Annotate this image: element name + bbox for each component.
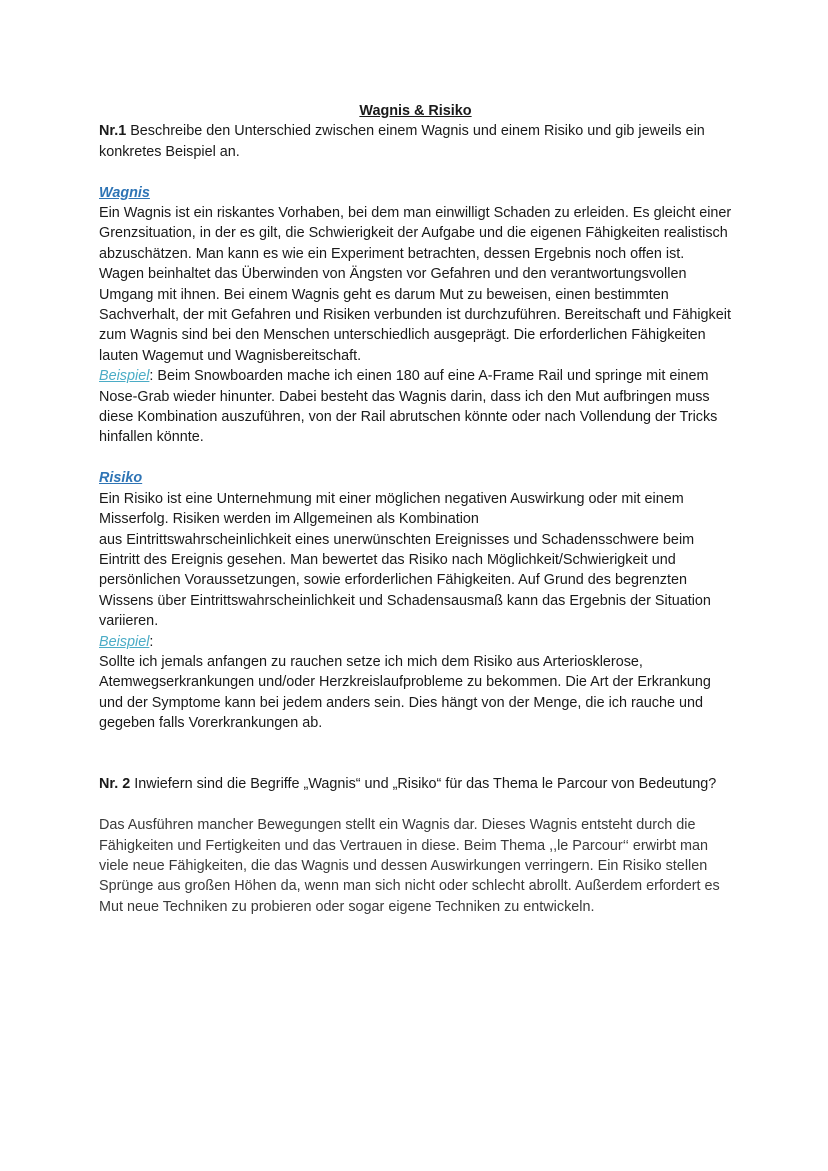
wagnis-example-paragraph (99, 366, 732, 448)
task2-question-paragraph (99, 774, 732, 794)
wagnis-text: Ein Wagnis ist ein riskantes Vorhaben, bei dem man einwilligt Schaden zu erleiden. Es gleicht einer Grenzsituation, in der es gilt, die Schwierigkeit der Aufgabe und die eigenen Fähigkeiten realistisch abzuschätzen. Man kann es wie ein Experiment betrachten, dessen Ergebnis noch offen ist. Wagen beinhaltet das Überwinden von Ängsten vor Gefahren und den verantwortungsvollen Umgang mit ihnen. Bei einem Wagnis geht es darum Mut zu beweisen, einen bestimmten Sachverhalt, der mit Gefahren und Risiken verbunden ist durchzuführen. Bereitschaft und Fähigkeit zum Wagnis sind bei den Menschen unterschiedlich ausgeprägt. Die erforderlichen Fähigkeiten lauten Wagemut und Wagnisbereitschaft. (99, 205, 732, 364)
spacer (99, 162, 732, 182)
wagnis-example-text: : Beim Snowboarden mache ich einen 180 auf eine A-Frame Rail und springe mit einem Nose-Grab wieder hinunter. Dabei besteht das Wagnis darin, dass ich den Mut aufbringen muss diese Kombination auszuführen, von der Rail abrutschen könnte oder nach Vollendung der Tricks hinfallen könnte. (99, 368, 718, 446)
task1-question-paragraph (99, 121, 732, 162)
risiko-text-line2: aus Eintrittswahrscheinlichkeit eines unerwünschten Ereignisses und Schadensschwere beim Eintritt des Ereignis gesehen. Man bewertet das Risiko nach Möglichkeit/Schwierigkeit und persönlichen Voraussetzungen, sowie erforderlichen Fähigkeiten. Auf Grund des begrenzten Wissens über Eintrittswahrscheinlichkeit und Schadensausmaß kann das Ergebnis der Situation variieren. (99, 531, 711, 630)
risiko-example-label: Beispiel (99, 633, 150, 650)
task2-answer: Das Ausführen mancher Bewegungen stellt ein Wagnis dar. Dieses Wagnis entsteht durch die Fähigkeiten und Fertigkeiten und das Vertrauen in diese. Beim Thema ,,le Parcour‘‘ erwirbt man viele neue Fähigkeiten, die das Wagnis und dessen Auswirkungen verringern. Ein Risiko stellen Sprünge aus großen Höhen da, wenn man sich nicht oder schlecht abrollt. Außerdem erfordert es Mut neue Techniken zu probieren oder sogar eigene Techniken zu entwickeln. (99, 817, 720, 915)
task2-question: Inwiefern sind die Begriffe „Wagnis“ und „Risiko“ für das Thema le Parcour von Bedeutung? (130, 776, 717, 793)
task1-label: Nr.1 (99, 123, 127, 140)
risiko-example-heading (99, 632, 732, 652)
risiko-example-colon: : (149, 633, 154, 650)
task2-label: Nr. 2 (99, 776, 131, 793)
spacer (99, 734, 732, 754)
task1-question: Beschreibe den Unterschied zwischen einem Wagnis und einem Risiko und gib jeweils ein konkretes Beispiel an. (99, 123, 705, 160)
risiko-heading: Risiko (99, 470, 143, 487)
spacer (99, 754, 732, 774)
wagnis-example-label: Beispiel (99, 368, 150, 385)
spacer (99, 795, 732, 815)
document-title: Wagnis & Risiko (359, 103, 472, 119)
risiko-example-text: Sollte ich jemals anfangen zu rauchen setze ich mich dem Risiko aus Arteriosklerose, Atemwegserkrankungen und/oder Herzkreislaufprobleme zu bekommen. Die Art der Erkrankung und der Symptome kann bei jedem anders sein. Dies hängt von der Menge, die ich rauche und gegeben falls Vorerkrankungen ab. (99, 653, 711, 732)
spacer (99, 448, 732, 468)
risiko-text-line1: Ein Risiko ist eine Unternehmung mit einer möglichen negativen Auswirkung oder mit einem Misserfolg. Risiken werden im Allgemeinen als Kombination (99, 490, 684, 528)
wagnis-heading: Wagnis (99, 184, 150, 201)
